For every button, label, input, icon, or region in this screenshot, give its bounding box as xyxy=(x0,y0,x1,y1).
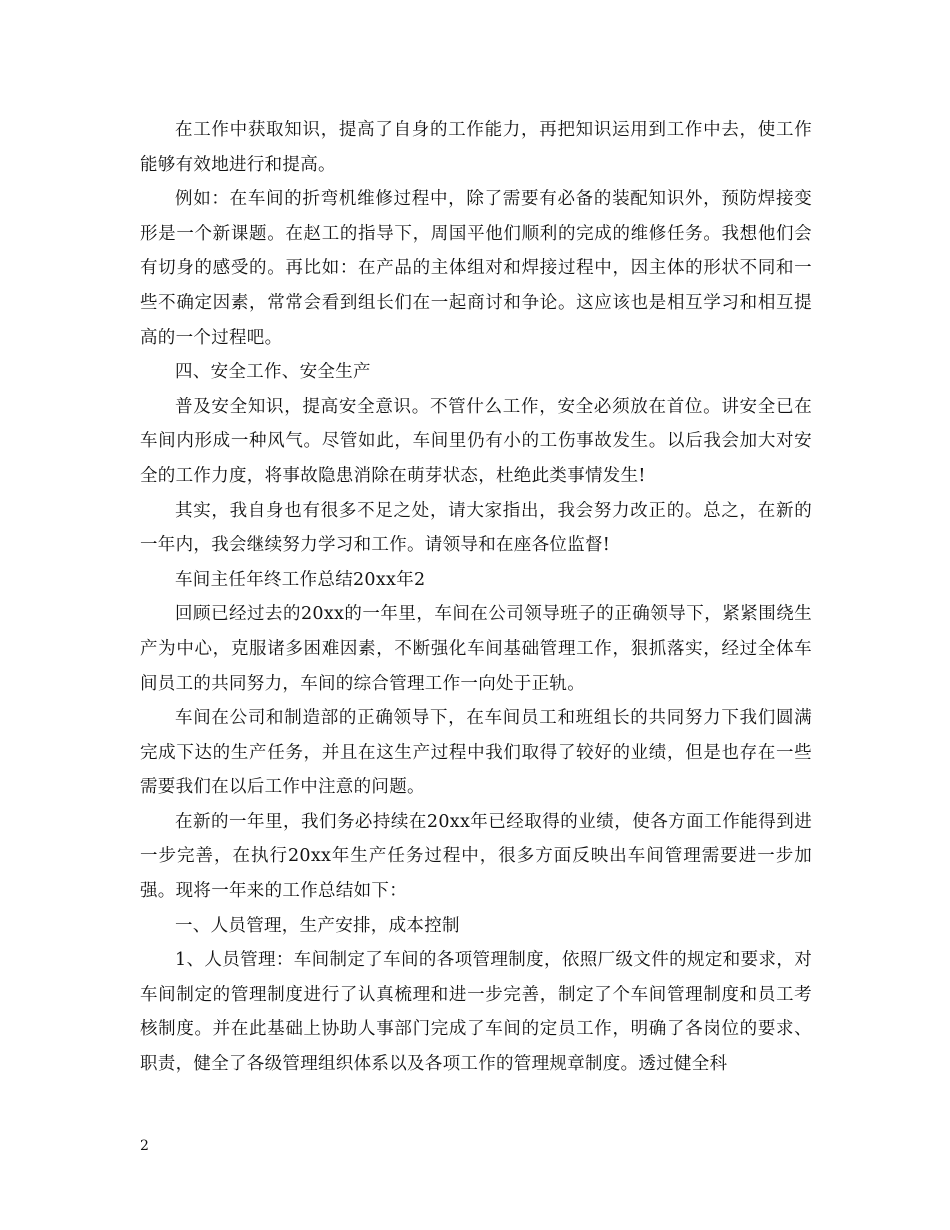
paragraph-production: 车间在公司和制造部的正确领导下，在车间员工和班组长的共同努力下我们圆满完成下达的生产任务，并且在这生产过程中我们取得了较好的业绩，但是也存在一些需要我们在以后工作中注意的问题。 xyxy=(140,708,812,798)
page-number: 2 xyxy=(140,1138,149,1154)
section-heading-safety: 四、安全工作、安全生产 xyxy=(175,362,371,383)
document-body xyxy=(140,113,812,1082)
section-heading-personnel: 一、人员管理，生产安排，成本控制 xyxy=(175,915,460,936)
document-title-2: 车间主任年终工作总结20xx年2 xyxy=(175,569,426,590)
paragraph-new-year: 在新的一年里，我们务必持续在20xx年已经取得的业绩，使各方面工作能得到进一步完善，在执行20xx年生产任务过程中，很多方面反映出车间管理需要进一步加强。现将一年来的工作总结如下： xyxy=(140,811,812,902)
paragraph-review: 回顾已经过去的20xx的一年里，车间在公司领导班子的正确领导下，紧紧围绕生产为中心，克服诸多困难因素，不断强化车间基础管理工作，狠抓落实，经过全体车间员工的共同努力，车间的综合管理工作一向处于正轨。 xyxy=(140,604,812,694)
paragraph-safety: 普及安全知识，提高安全意识。不管什么工作，安全必须放在首位。讲安全已在车间内形成一种风气。尽管如此，车间里仍有小的工伤事故发生。以后我会加大对安全的工作力度，将事故隐患消除在萌芽状态，杜绝此类事情发生! xyxy=(140,396,812,486)
paragraph-conclusion: 其实，我自身也有很多不足之处，请大家指出，我会努力改正的。总之，在新的一年内，我会继续努力学习和工作。请领导和在座各位监督! xyxy=(140,500,812,556)
paragraph-example: 例如：在车间的折弯机维修过程中，除了需要有必备的装配知识外，预防焊接变形是一个新课题。在赵工的指导下，周国平他们顺利的完成的维修任务。我想他们会有切身的感受的。再比如：在产品的主体组对和焊接过程中，因主体的形状不同和一些不确定因素，常常会看到组长们在一起商讨和争论。这应该也是相互学习和相互提高的一个过程吧。 xyxy=(140,189,812,348)
paragraph-knowledge: 在工作中获取知识，提高了自身的工作能力，再把知识运用到工作中去，使工作能够有效地进行和提高。 xyxy=(140,120,812,175)
paragraph-personnel-management: 1、人员管理：车间制定了车间的各项管理制度，依照厂级文件的规定和要求，对车间制定的管理制度进行了认真梳理和进一步完善，制定了个车间管理制度和员工考核制度。并在此基础上协助人事部门完成了车间的定员工作，明确了各岗位的要求、职责，健全了各级管理组织体系以及各项工作的管理规章制度。透过健全科 xyxy=(140,950,812,1075)
